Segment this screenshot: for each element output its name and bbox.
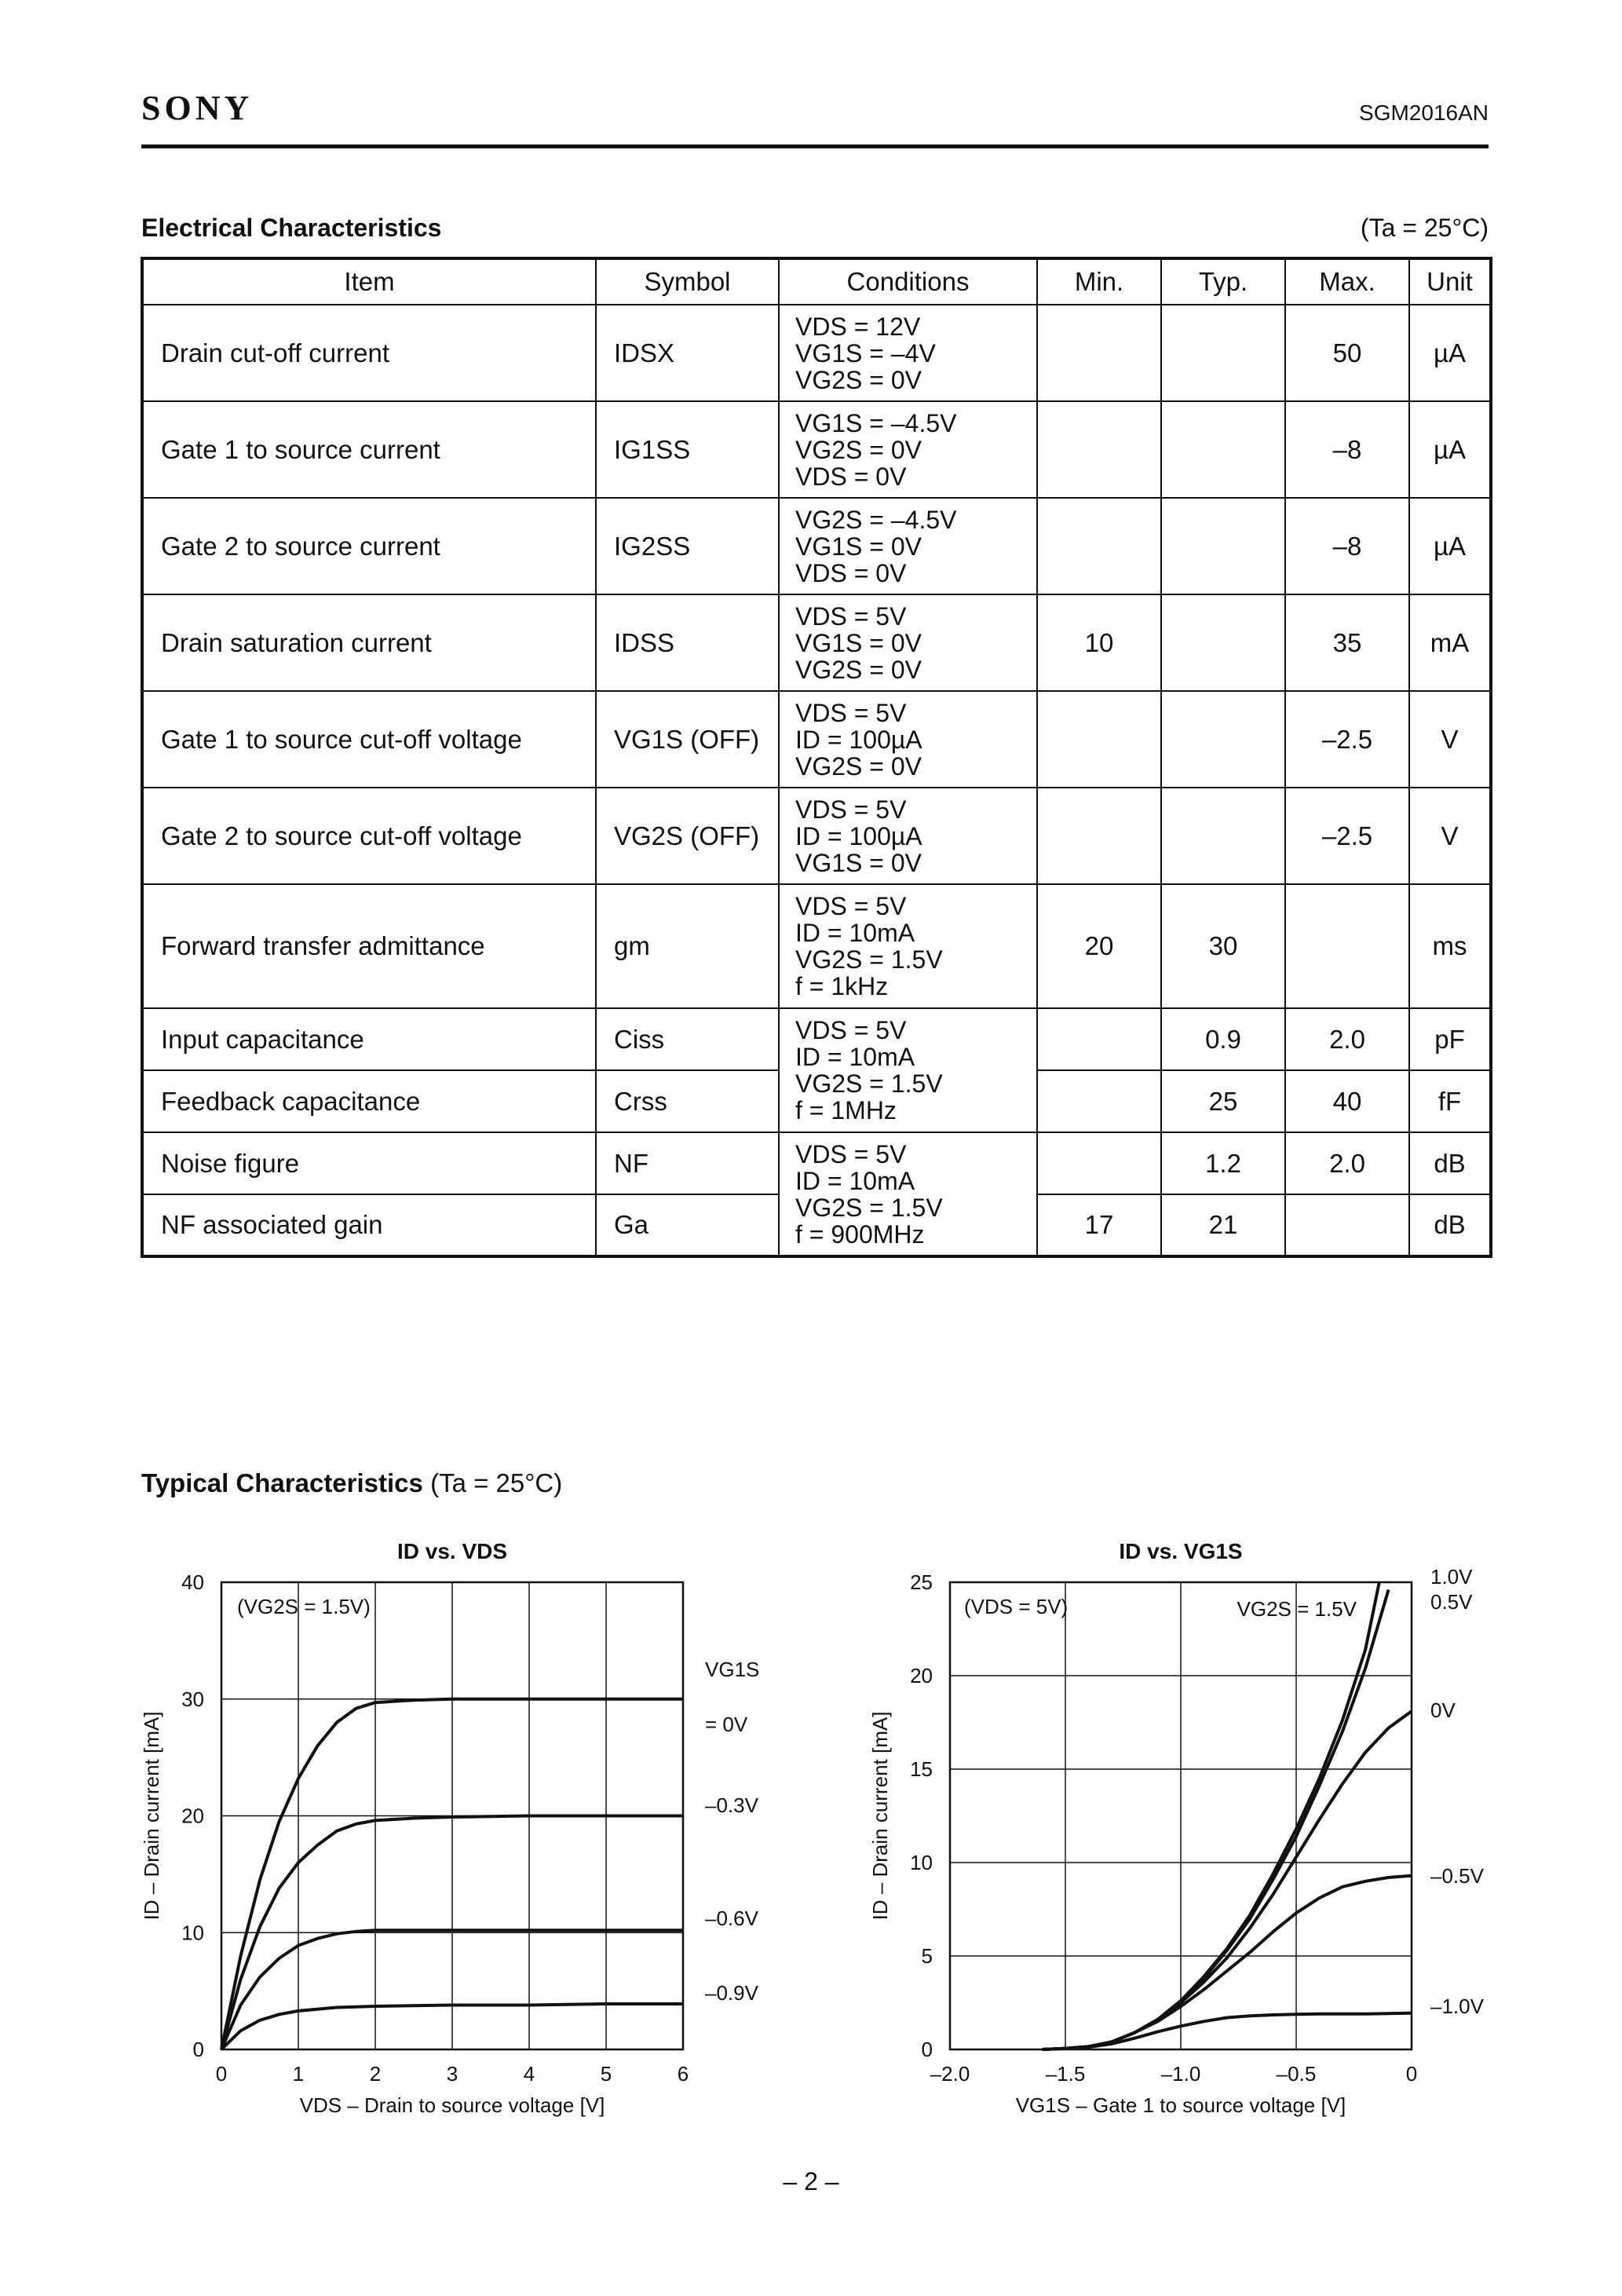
y-tick-label: 5 [921, 1944, 933, 1968]
column-header: Conditions [779, 258, 1037, 305]
chart-title: ID vs. VDS [396, 1539, 508, 1563]
series-label: 0V [1430, 1698, 1456, 1722]
condition-line: f = 900MHz [795, 1219, 925, 1249]
symbol-cell: NF [596, 1132, 779, 1194]
condition-line: VG1S = 0V [795, 848, 922, 877]
condition-line: f = 1MHz [795, 1096, 897, 1124]
section-title-electrical: Electrical Characteristics [141, 214, 442, 242]
min-cell [1037, 691, 1161, 788]
condition-line: VG2S = 1.5V [795, 1069, 943, 1098]
x-tick-label: 5 [600, 2062, 612, 2086]
series-label: –0.3V [705, 1793, 758, 1817]
y-axis-label: ID – Drain current [mA] [868, 1711, 892, 1921]
item-cell: Gate 2 to source current [142, 498, 596, 594]
symbol-cell: VG1S (OFF) [596, 691, 779, 788]
max-cell: 35 [1285, 594, 1409, 691]
typ-cell [1161, 691, 1285, 788]
max-cell: 50 [1285, 305, 1409, 401]
typ-cell: 0.9 [1161, 1008, 1285, 1070]
min-cell [1037, 1070, 1161, 1132]
unit-cell: ms [1409, 884, 1491, 1008]
min-cell [1037, 401, 1161, 498]
y-tick-label: 15 [910, 1757, 933, 1781]
typ-cell: 21 [1161, 1194, 1285, 1256]
electrical-characteristics-table [141, 257, 1492, 1258]
typ-cell [1161, 498, 1285, 594]
typ-cell: 1.2 [1161, 1132, 1285, 1194]
condition-line: ID = 100µA [795, 725, 922, 754]
max-cell [1285, 884, 1409, 1008]
item-cell: Gate 1 to source cut-off voltage [142, 691, 596, 788]
x-tick-label: –1.5 [1045, 2062, 1086, 2086]
condition-line: ID = 10mA [795, 1166, 915, 1195]
item-cell: Gate 1 to source current [142, 401, 596, 498]
conditions-cell [779, 691, 1037, 788]
series-label: –1.0V [1430, 1994, 1484, 2018]
y-tick-label: 20 [910, 1664, 933, 1687]
unit-cell: µA [1409, 401, 1491, 498]
table-row [142, 305, 1491, 401]
typ-cell: 30 [1161, 884, 1285, 1008]
unit-cell: dB [1409, 1194, 1491, 1256]
chart-title: ID vs. VG1S [1119, 1539, 1243, 1563]
page-number: – 2 – [783, 2167, 839, 2195]
condition-line: VG2S = 0V [795, 655, 922, 684]
conditions-cell [779, 401, 1037, 498]
typ-cell: 25 [1161, 1070, 1285, 1132]
column-header: Item [142, 258, 596, 305]
y-tick-label: 0 [192, 2038, 204, 2061]
condition-line: f = 1kHz [795, 972, 889, 1000]
unit-cell: V [1409, 788, 1491, 884]
y-axis-label: ID – Drain current [mA] [140, 1711, 163, 1921]
min-cell [1037, 498, 1161, 594]
chart-id-vs-vds [133, 1531, 777, 2144]
min-cell: 10 [1037, 594, 1161, 691]
max-cell: 2.0 [1285, 1132, 1409, 1194]
x-axis-label: VDS – Drain to source voltage [V] [299, 2093, 605, 2117]
section-title-typical [141, 1468, 562, 1498]
max-cell: –8 [1285, 498, 1409, 594]
symbol-cell: gm [596, 884, 779, 1008]
condition-line: VDS = 5V [795, 1139, 907, 1168]
column-header: Typ. [1161, 258, 1285, 305]
condition-line: VDS = 0V [795, 462, 907, 491]
table-row [142, 884, 1491, 1008]
min-cell [1037, 305, 1161, 401]
brand-logo: SONY [141, 89, 254, 127]
symbol-cell: IG2SS [596, 498, 779, 594]
item-cell: Input capacitance [142, 1008, 596, 1070]
typ-cell [1161, 594, 1285, 691]
column-header: Max. [1285, 258, 1409, 305]
condition-line: VG1S = 0V [795, 628, 922, 657]
symbol-cell: Crss [596, 1070, 779, 1132]
series-line [1043, 1876, 1412, 2049]
condition-line: VG2S = 1.5V [795, 945, 943, 974]
item-cell: Drain cut-off current [142, 305, 596, 401]
condition-line: VG2S = –4.5V [795, 505, 957, 534]
x-axis-label: VG1S – Gate 1 to source voltage [V] [1015, 2093, 1346, 2117]
max-cell: 40 [1285, 1070, 1409, 1132]
item-cell: Noise figure [142, 1132, 596, 1194]
temperature-condition: (Ta = 25°C) [1360, 214, 1489, 242]
symbol-cell: Ga [596, 1194, 779, 1256]
legend-title: VG1S [705, 1658, 760, 1681]
plot-annotation: (VDS = 5V) [964, 1595, 1069, 1618]
min-cell [1037, 788, 1161, 884]
condition-line: VDS = 12V [795, 312, 921, 341]
min-cell [1037, 1008, 1161, 1070]
table-row [142, 594, 1491, 691]
y-tick-label: 30 [181, 1687, 204, 1711]
symbol-cell: Ciss [596, 1008, 779, 1070]
unit-cell: V [1409, 691, 1491, 788]
conditions-cell [779, 1132, 1037, 1256]
condition-line: VG2S = 0V [795, 365, 922, 394]
typical-condition: (Ta = 25°C) [430, 1468, 563, 1497]
condition-line: ID = 10mA [795, 1043, 915, 1071]
table-row [142, 691, 1491, 788]
item-cell: NF associated gain [142, 1194, 596, 1256]
condition-line: VG2S = 0V [795, 751, 922, 781]
series-line [1043, 1582, 1379, 2049]
series-label: = 0V [705, 1713, 748, 1736]
table-row [142, 1132, 1491, 1194]
table-row [142, 401, 1491, 498]
unit-cell: mA [1409, 594, 1491, 691]
condition-line: VDS = 5V [795, 601, 907, 631]
min-cell: 20 [1037, 884, 1161, 1008]
typ-cell [1161, 305, 1285, 401]
condition-line: VG1S = –4.5V [795, 408, 957, 437]
condition-line: VG1S = 0V [795, 532, 922, 561]
y-tick-label: 20 [181, 1804, 204, 1828]
table-row [142, 1008, 1491, 1070]
y-tick-label: 0 [921, 2038, 933, 2061]
symbol-cell: VG2S (OFF) [596, 788, 779, 884]
max-cell: 2.0 [1285, 1008, 1409, 1070]
symbol-cell: IDSS [596, 594, 779, 691]
symbol-cell: IDSX [596, 305, 779, 401]
column-header: Unit [1409, 258, 1491, 305]
typical-heading: Typical Characteristics [141, 1468, 423, 1497]
conditions-cell [779, 498, 1037, 594]
x-tick-label: 6 [677, 2062, 689, 2086]
typ-cell [1161, 788, 1285, 884]
plot-annotation: (VG2S = 1.5V) [237, 1595, 371, 1618]
series-label: 1.0V [1430, 1565, 1473, 1589]
condition-line: VDS = 5V [795, 892, 907, 920]
x-tick-label: 1 [292, 2062, 305, 2086]
chart-id-vs-vg1s [856, 1531, 1531, 2144]
conditions-cell [779, 594, 1037, 691]
conditions-cell [779, 305, 1037, 401]
series-label: –0.6V [705, 1907, 758, 1930]
unit-cell: fF [1409, 1070, 1491, 1132]
header-rule [141, 144, 1489, 148]
x-tick-label: 2 [369, 2062, 382, 2086]
x-tick-label: –1.0 [1160, 2062, 1201, 2086]
x-tick-label: 0 [1405, 2062, 1418, 2086]
column-header: Symbol [596, 258, 779, 305]
table-header-row [142, 258, 1491, 305]
item-cell: Drain saturation current [142, 594, 596, 691]
symbol-cell: IG1SS [596, 401, 779, 498]
y-tick-label: 10 [181, 1921, 204, 1945]
conditions-cell [779, 788, 1037, 884]
conditions-cell [779, 884, 1037, 1008]
item-cell: Gate 2 to source cut-off voltage [142, 788, 596, 884]
y-tick-label: 25 [910, 1570, 933, 1594]
x-tick-label: 3 [446, 2062, 458, 2086]
conditions-cell [779, 1008, 1037, 1132]
x-tick-label: 0 [215, 2062, 228, 2086]
part-number: SGM2016AN [1359, 101, 1489, 125]
condition-line: ID = 100µA [795, 821, 922, 850]
condition-line: VDS = 0V [795, 558, 907, 587]
column-header: Min. [1037, 258, 1161, 305]
min-cell [1037, 1132, 1161, 1194]
unit-cell: µA [1409, 305, 1491, 401]
unit-cell: µA [1409, 498, 1491, 594]
condition-line: VDS = 5V [795, 795, 907, 824]
max-cell: –8 [1285, 401, 1409, 498]
table-row [142, 498, 1491, 594]
min-cell: 17 [1037, 1194, 1161, 1256]
series-label: –0.5V [1430, 1864, 1484, 1888]
condition-line: VG2S = 1.5V [795, 1193, 943, 1222]
condition-line: VDS = 5V [795, 698, 907, 727]
x-tick-label: –0.5 [1276, 2062, 1317, 2086]
condition-line: VDS = 5V [795, 1016, 907, 1044]
x-tick-label: 4 [523, 2062, 535, 2086]
x-tick-label: –2.0 [930, 2062, 970, 2086]
unit-cell: dB [1409, 1132, 1491, 1194]
condition-line: VG2S = 0V [795, 435, 922, 464]
max-cell: –2.5 [1285, 788, 1409, 884]
unit-cell: pF [1409, 1008, 1491, 1070]
max-cell [1285, 1194, 1409, 1256]
y-tick-label: 40 [181, 1570, 204, 1594]
y-tick-label: 10 [910, 1851, 933, 1874]
condition-line: ID = 10mA [795, 919, 915, 947]
max-cell: –2.5 [1285, 691, 1409, 788]
typ-cell [1161, 401, 1285, 498]
table-row [142, 788, 1491, 884]
plot-annotation: VG2S = 1.5V [1237, 1597, 1357, 1621]
series-label: –0.9V [705, 1981, 758, 2005]
item-cell: Feedback capacitance [142, 1070, 596, 1132]
series-label: 0.5V [1430, 1590, 1473, 1614]
condition-line: VG1S = –4V [795, 338, 936, 367]
item-cell: Forward transfer admittance [142, 884, 596, 1008]
series-line [1043, 1711, 1412, 2049]
